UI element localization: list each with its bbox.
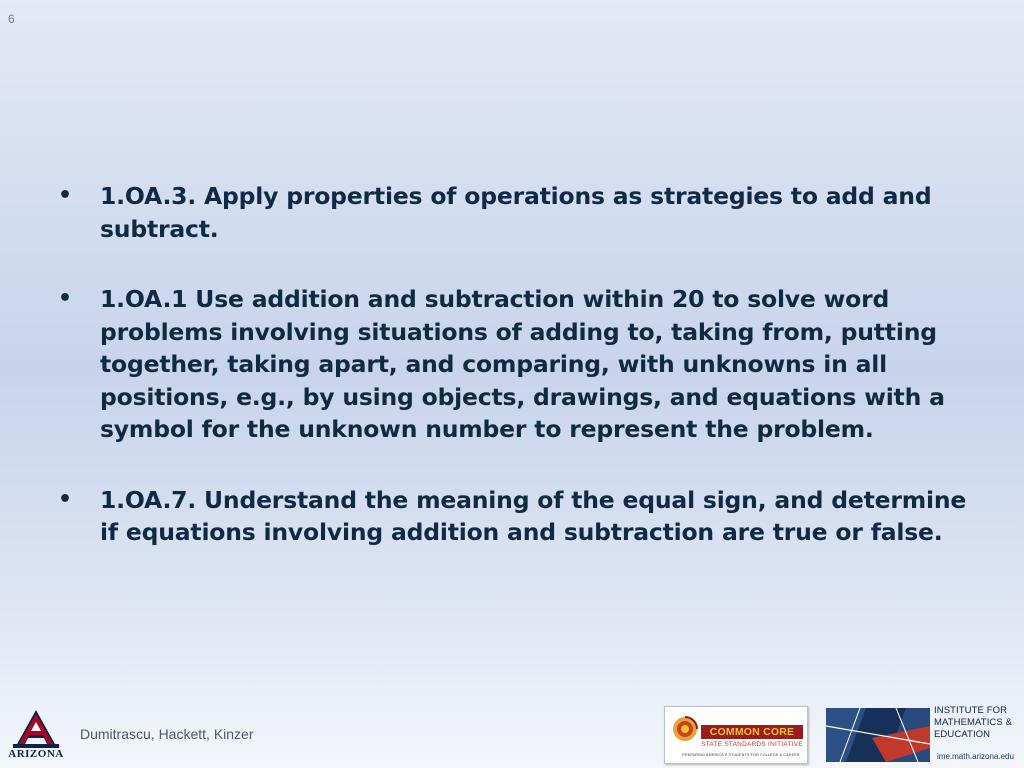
ime-name	[934, 705, 1022, 741]
ime-url: ime.math.arizona.edu	[937, 752, 1014, 761]
common-core-swirl-icon	[671, 715, 699, 743]
bullet-item	[58, 283, 978, 446]
bullet-text: 1.OA.7. Understand the meaning of the equal sign, and determine if equations involving addition and subtraction are true or false.	[100, 485, 967, 546]
common-core-title: COMMON CORE	[701, 725, 803, 739]
bullet-list	[58, 180, 978, 587]
bullet-marker: •	[58, 486, 72, 512]
common-core-logo	[664, 706, 808, 764]
common-core-tagline: PREPARING AMERICA'S STUDENTS FOR COLLEGE & CAREER	[682, 753, 800, 757]
bullet-marker: •	[58, 183, 72, 208]
bullet-item	[58, 484, 978, 549]
bullet-item	[58, 180, 978, 245]
ime-name-line: INSTITUTE FOR	[934, 705, 1008, 716]
footer-author: Dumitrascu, Hackett, Kinzer	[80, 726, 254, 742]
bullet-text: 1.OA.3. Apply properties of operations as strategies to add and subtract.	[100, 182, 932, 243]
ime-geometric-graphic	[826, 708, 930, 762]
ime-name-line: EDUCATION	[934, 729, 991, 740]
bullet-marker: •	[58, 286, 72, 311]
arizona-wordmark: ARIZONA	[8, 748, 64, 760]
common-core-subtitle: STATE STANDARDS INITIATIVE	[701, 741, 803, 748]
slide-number: 6	[8, 12, 15, 26]
ime-name-line: MATHEMATICS &	[934, 717, 1013, 728]
bullet-text: 1.OA.1 Use addition and subtraction within 20 to solve word problems involving situations of adding to, taking from, putting together, taking apart, and comparing, with unknowns in all positions, e.g., by using objects, drawings, and equations with a symbol for the unknown number to represent the problem.	[100, 285, 945, 443]
